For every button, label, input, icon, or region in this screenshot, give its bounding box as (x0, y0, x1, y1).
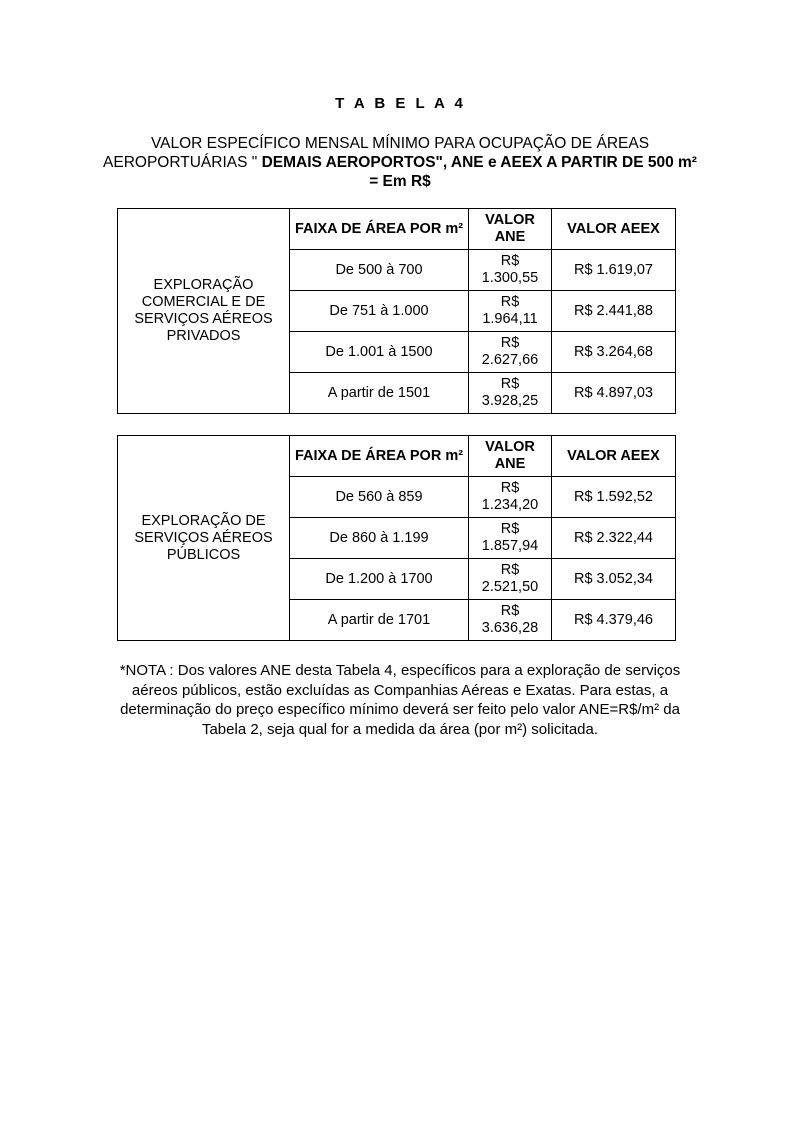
ane-cell: R$ 2.627,66 (469, 332, 552, 373)
ane-cell: R$ 1.964,11 (469, 291, 552, 332)
footnote: *NOTA : Dos valores ANE desta Tabela 4, específicos para a exploração de serviços aéreos públicos, estão excluídas as Companhias Aéreas e Exatas. Para estas, a determinação do preço específico mínimo deverá ser feito pelo valor ANE=R$/m² da Tabela 2, seja qual for a medida da área (por m²) solicitada. (119, 662, 681, 738)
aeex-cell: R$ 4.897,03 (552, 373, 676, 414)
header-valor-aeex: VALOR AEEX (552, 436, 676, 477)
header-valor-aeex: VALOR AEEX (552, 209, 676, 250)
ane-cell: R$ 1.857,94 (469, 518, 552, 559)
category-cell: EXPLORAÇÃO DE SERVIÇOS AÉREOS PÚBLICOS (118, 436, 290, 641)
ane-cell: R$ 3.636,28 (469, 600, 552, 641)
table-subtitle (100, 134, 700, 191)
ane-cell: R$ 1.300,55 (469, 250, 552, 291)
faixa-cell: A partir de 1701 (290, 600, 469, 641)
table-header-row (118, 436, 676, 477)
header-faixa: FAIXA DE ÁREA POR m² (290, 209, 469, 250)
header-valor-ane: VALOR ANE (469, 209, 552, 250)
faixa-cell: De 751 à 1.000 (290, 291, 469, 332)
subtitle-bold-text: DEMAIS AEROPORTOS", ANE e AEEX A PARTIR DE 500 m² = Em R$ (261, 154, 697, 190)
subtitle-normal-text: VALOR ESPECÍFICO MENSAL MÍNIMO PARA OCUPAÇÃO DE ÁREAS AEROPORTUÁRIAS " (103, 135, 650, 171)
faixa-cell: De 500 à 700 (290, 250, 469, 291)
aeex-cell: R$ 2.322,44 (552, 518, 676, 559)
rates-table-publicos (117, 435, 676, 641)
ane-cell: R$ 1.234,20 (469, 477, 552, 518)
category-cell: EXPLORAÇÃO COMERCIAL E DE SERVIÇOS AÉREOS PRIVADOS (118, 209, 290, 414)
ane-cell: R$ 2.521,50 (469, 559, 552, 600)
faixa-cell: A partir de 1501 (290, 373, 469, 414)
aeex-cell: R$ 2.441,88 (552, 291, 676, 332)
header-faixa: FAIXA DE ÁREA POR m² (290, 436, 469, 477)
faixa-cell: De 1.001 à 1500 (290, 332, 469, 373)
faixa-cell: De 1.200 à 1700 (290, 559, 469, 600)
aeex-cell: R$ 1.592,52 (552, 477, 676, 518)
rates-table-privados (117, 208, 676, 414)
header-valor-ane: VALOR ANE (469, 436, 552, 477)
faixa-cell: De 560 à 859 (290, 477, 469, 518)
aeex-cell: R$ 4.379,46 (552, 600, 676, 641)
aeex-cell: R$ 3.264,68 (552, 332, 676, 373)
ane-cell: R$ 3.928,25 (469, 373, 552, 414)
table-header-row (118, 209, 676, 250)
aeex-cell: R$ 1.619,07 (552, 250, 676, 291)
aeex-cell: R$ 3.052,34 (552, 559, 676, 600)
page-title: T A B E L A 4 (335, 95, 466, 112)
faixa-cell: De 860 à 1.199 (290, 518, 469, 559)
